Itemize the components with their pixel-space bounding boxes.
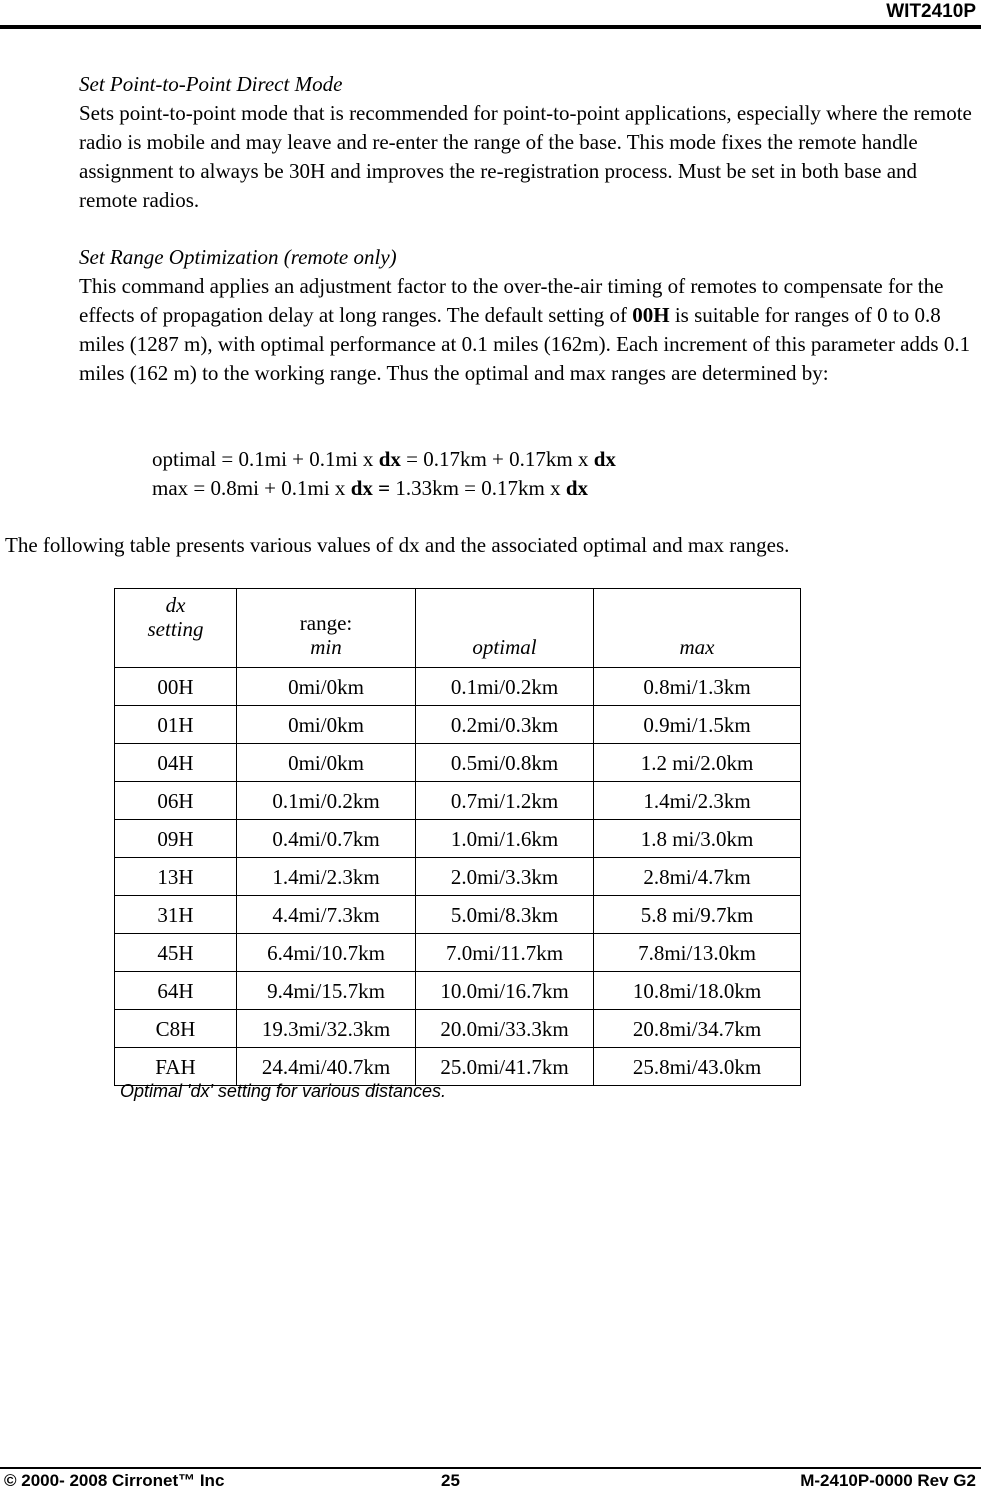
cell-max: 1.2 mi/2.0km: [594, 744, 801, 782]
table-row: [115, 706, 801, 744]
table-row: [115, 858, 801, 896]
cell-max: 25.8mi/43.0km: [594, 1048, 801, 1086]
table-intro: The following table presents various values of dx and the associated optimal and max ranges.: [5, 533, 790, 557]
table-caption: Optimal 'dx' setting for various distances.: [120, 1081, 447, 1101]
cell-max: 5.8 mi/9.7km: [594, 896, 801, 934]
dx-range-table: [114, 588, 801, 1086]
default-setting-value: 00H: [632, 303, 670, 327]
cell-max: 1.8 mi/3.0km: [594, 820, 801, 858]
table-row: [115, 820, 801, 858]
cell-dx-setting: C8H: [115, 1010, 237, 1048]
document-header-title: WIT2410P: [886, 1, 976, 22]
cell-dx-setting: 09H: [115, 820, 237, 858]
cell-min: 0mi/0km: [237, 668, 416, 706]
table-row: [115, 782, 801, 820]
cell-optimal: 25.0mi/41.7km: [416, 1048, 594, 1086]
cell-min: 24.4mi/40.7km: [237, 1048, 416, 1086]
cell-max: 7.8mi/13.0km: [594, 934, 801, 972]
footer-rule: [0, 1467, 981, 1469]
footer-copyright: © 2000- 2008 Cirronet™ Inc: [4, 1471, 225, 1490]
section-title: Set Point-to-Point Direct Mode: [79, 72, 343, 96]
cell-optimal: 20.0mi/33.3km: [416, 1010, 594, 1048]
cell-optimal: 7.0mi/11.7km: [416, 934, 594, 972]
cell-dx-setting: 31H: [115, 896, 237, 934]
cell-dx-setting: 64H: [115, 972, 237, 1010]
header-range-label: range:: [299, 611, 353, 635]
section-point-to-point: [79, 70, 974, 215]
header-max: max: [594, 589, 801, 668]
header-optimal: optimal: [416, 589, 594, 668]
cell-dx-setting: 06H: [115, 782, 237, 820]
table-header-row: [115, 589, 801, 668]
cell-min: 0mi/0km: [237, 744, 416, 782]
cell-min: 9.4mi/15.7km: [237, 972, 416, 1010]
cell-min: 0.1mi/0.2km: [237, 782, 416, 820]
cell-optimal: 2.0mi/3.3km: [416, 858, 594, 896]
section-body: Sets point-to-point mode that is recommended for point-to-point applications, especially where the remote radio is mobile and may leave and re-enter the range of the base. This mode fixes the remote handle assignment to always be 30H and improves the re-registration process. Must be set in both base and remote radios.: [79, 101, 972, 212]
table-row: [115, 934, 801, 972]
section-body: This command applies an adjustment factor to the over-the-air timing of remotes to compensate for the effects of propagation delay at long ranges. The default setting of 00H is suitable for ranges of 0 to 0.8 miles (1287 m), with optimal performance at 0.1 miles (162m). Each increment of this parameter adds 0.1 miles (162 m) to the working range. Thus the optimal and max ranges are determined by:: [79, 274, 971, 385]
cell-dx-setting: 04H: [115, 744, 237, 782]
cell-optimal: 0.7mi/1.2km: [416, 782, 594, 820]
cell-min: 4.4mi/7.3km: [237, 896, 416, 934]
cell-optimal: 0.5mi/0.8km: [416, 744, 594, 782]
table-row: [115, 668, 801, 706]
header-rule: [0, 25, 981, 29]
cell-optimal: 5.0mi/8.3km: [416, 896, 594, 934]
cell-dx-setting: 01H: [115, 706, 237, 744]
cell-min: 1.4mi/2.3km: [237, 858, 416, 896]
cell-dx-setting: 45H: [115, 934, 237, 972]
formula-max: max = 0.8mi + 0.1mi x dx = 1.33km = 0.17km x dx: [152, 476, 589, 500]
cell-min: 19.3mi/32.3km: [237, 1010, 416, 1048]
cell-dx-setting: 00H: [115, 668, 237, 706]
footer-doc-id: M-2410P-0000 Rev G2: [800, 1471, 976, 1490]
cell-max: 0.9mi/1.5km: [594, 706, 801, 744]
cell-max: 10.8mi/18.0km: [594, 972, 801, 1010]
cell-optimal: 0.1mi/0.2km: [416, 668, 594, 706]
cell-min: 0.4mi/0.7km: [237, 820, 416, 858]
cell-optimal: 10.0mi/16.7km: [416, 972, 594, 1010]
section-range-optimization: [79, 243, 974, 388]
cell-optimal: 1.0mi/1.6km: [416, 820, 594, 858]
header-min: range: min: [237, 589, 416, 668]
table-row: [115, 744, 801, 782]
cell-max: 2.8mi/4.7km: [594, 858, 801, 896]
footer-page-number: 25: [441, 1471, 460, 1490]
cell-optimal: 0.2mi/0.3km: [416, 706, 594, 744]
table-row: [115, 896, 801, 934]
cell-min: 6.4mi/10.7km: [237, 934, 416, 972]
formula-optimal: optimal = 0.1mi + 0.1mi x dx = 0.17km + 0.17km x dx: [152, 447, 616, 471]
section-title: Set Range Optimization (remote only): [79, 245, 397, 269]
cell-max: 0.8mi/1.3km: [594, 668, 801, 706]
cell-min: 0mi/0km: [237, 706, 416, 744]
cell-max: 1.4mi/2.3km: [594, 782, 801, 820]
header-dx-setting: dx setting: [115, 589, 237, 668]
table-row: [115, 1010, 801, 1048]
cell-max: 20.8mi/34.7km: [594, 1010, 801, 1048]
cell-dx-setting: FAH: [115, 1048, 237, 1086]
table-row: [115, 972, 801, 1010]
cell-dx-setting: 13H: [115, 858, 237, 896]
